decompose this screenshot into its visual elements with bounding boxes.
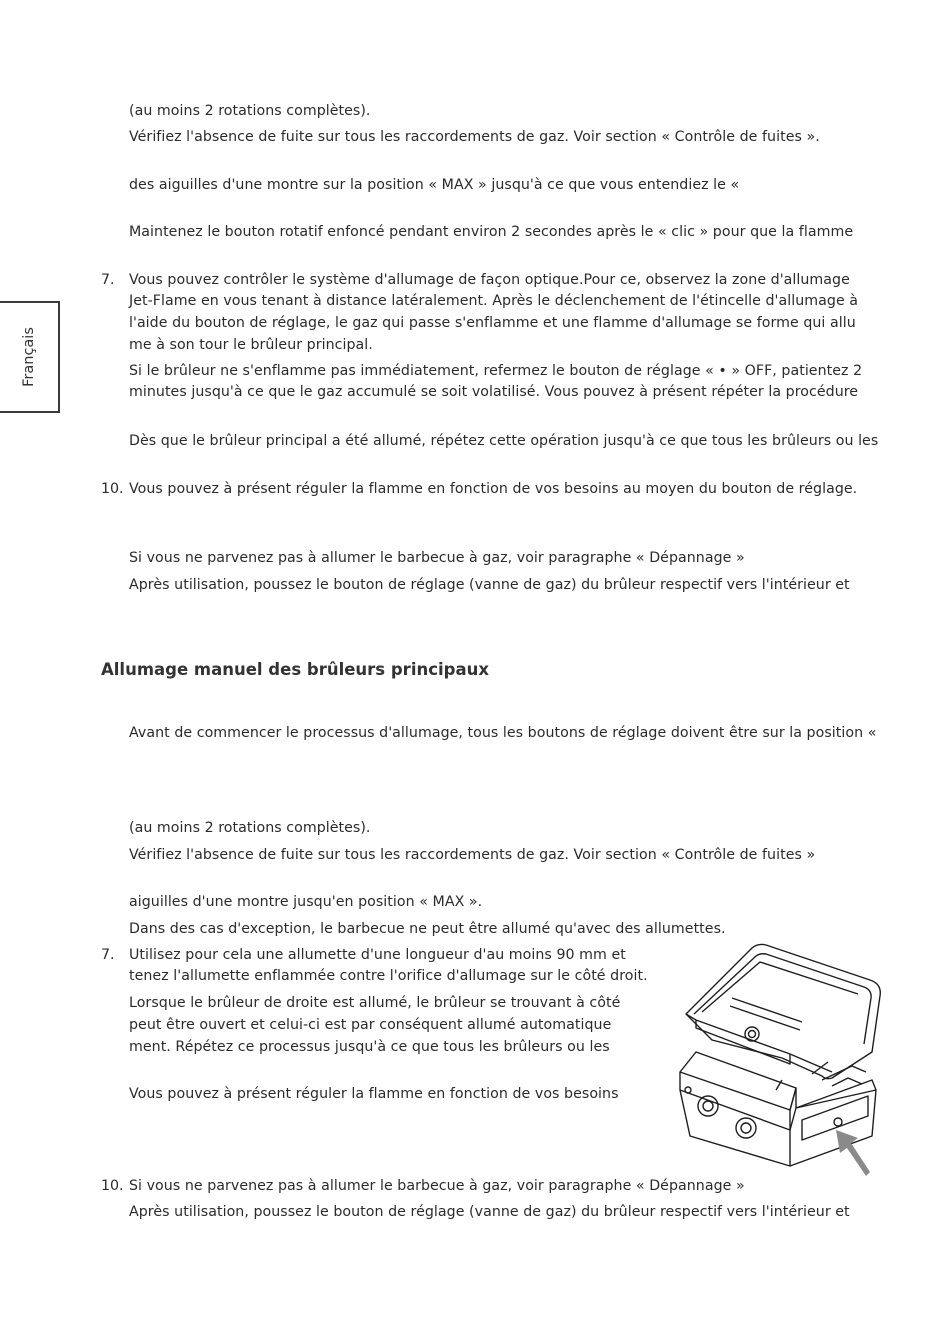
text-line: me à son tour le brûleur principal. (129, 337, 373, 353)
text-line: Si vous ne parvenez pas à allumer le barbecue à gaz, voir paragraphe « Dépannage » (129, 1178, 745, 1194)
step-number: 10. (101, 1178, 124, 1194)
text-line: Lorsque le brûleur de droite est allumé, le brûleur se trouvant à côté (129, 995, 621, 1011)
text-line: Après utilisation, poussez le bouton de réglage (vanne de gaz) du brûleur respectif vers l'intérieur et (129, 1204, 850, 1220)
text-line: peut être ouvert et celui-ci est par conséquent allumé automatique (129, 1017, 612, 1033)
text-line: Dans des cas d'exception, le barbecue ne peut être allumé qu'avec des allumettes. (129, 921, 726, 937)
text-line: Vous pouvez contrôler le système d'allumage de façon optique.Pour ce, observez la zone d'allumage (129, 272, 850, 288)
language-tab (0, 301, 60, 413)
text-line: (au moins 2 rotations complètes). (129, 820, 371, 836)
text-line: aiguilles d'une montre jusqu'en position « MAX ». (129, 894, 483, 910)
step-number: 7. (101, 272, 115, 288)
language-tab-label: Français (21, 327, 37, 387)
text-line: Vous pouvez à présent réguler la flamme en fonction de vos besoins (129, 1086, 619, 1102)
text-line: Vous pouvez à présent réguler la flamme en fonction de vos besoins au moyen du bouton de réglage. (129, 481, 858, 497)
text-line: Utilisez pour cela une allumette d'une longueur d'au moins 90 mm et (129, 947, 626, 963)
text-line: (au moins 2 rotations complètes). (129, 103, 371, 119)
text-line: Vérifiez l'absence de fuite sur tous les raccordements de gaz. Voir section « Contrôle de fuites ». (129, 129, 820, 145)
text-line: Dès que le brûleur principal a été allumé, répétez cette opération jusqu'à ce que tous les brûleurs ou les (129, 433, 879, 449)
text-line: ment. Répétez ce processus jusqu'à ce que tous les brûleurs ou les (129, 1039, 610, 1055)
step-number: 7. (101, 947, 115, 963)
text-line: des aiguilles d'une montre sur la position « MAX » jusqu'à ce que vous entendiez le « (129, 177, 740, 193)
text-line: Vérifiez l'absence de fuite sur tous les raccordements de gaz. Voir section « Contrôle de fuites » (129, 847, 816, 863)
arrow-icon (836, 1130, 870, 1176)
text-line: tenez l'allumette enflammée contre l'orifice d'allumage sur le côté droit. (129, 968, 648, 984)
text-line: Si vous ne parvenez pas à allumer le barbecue à gaz, voir paragraphe « Dépannage » (129, 550, 745, 566)
text-line: Maintenez le bouton rotatif enfoncé pendant environ 2 secondes après le « clic » pour que la flamme (129, 224, 854, 240)
text-line: minutes jusqu'à ce que le gaz accumulé se soit volatilisé. Vous pouvez à présent répéter la procédure (129, 384, 859, 400)
section-heading: Allumage manuel des brûleurs principaux (101, 660, 489, 679)
text-line: l'aide du bouton de réglage, le gaz qui passe s'enflamme et une flamme d'allumage se forme qui allu (129, 315, 856, 331)
step-number: 10. (101, 481, 124, 497)
text-line: Après utilisation, poussez le bouton de réglage (vanne de gaz) du brûleur respectif vers l'intérieur et (129, 577, 850, 593)
text-line: Avant de commencer le processus d'allumage, tous les boutons de réglage doivent être sur la position « (129, 725, 877, 741)
gas-grill-illustration-icon (672, 940, 887, 1185)
text-line: Si le brûleur ne s'enflamme pas immédiatement, refermez le bouton de réglage « • » OFF, patientez 2 (129, 363, 863, 379)
text-line: Jet-Flame en vous tenant à distance latéralement. Après le déclenchement de l'étincelle d'allumage à (129, 293, 859, 309)
